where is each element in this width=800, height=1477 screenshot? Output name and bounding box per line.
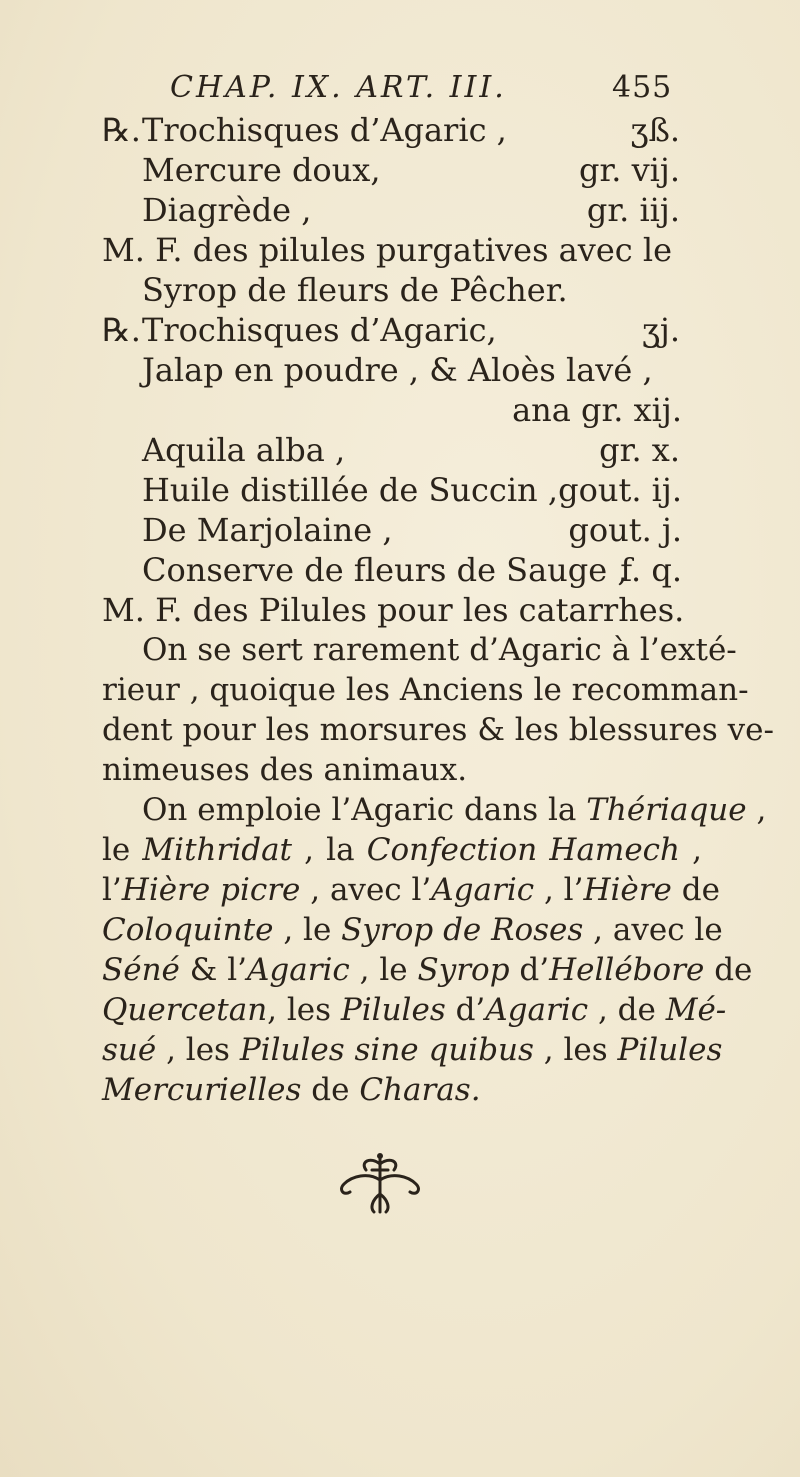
recipe-symbol: ℞. bbox=[102, 111, 141, 149]
ingredient-quantity: ʒß. bbox=[630, 111, 680, 149]
ingredient-quantity: gr. x. bbox=[599, 431, 680, 469]
paragraph-line: dent pour les morsures & les blessures ve- bbox=[102, 712, 774, 748]
recipe-instruction: Syrop de fleurs de Pêcher. bbox=[142, 271, 568, 309]
ingredient-name: Conserve de fleurs de Sauge , bbox=[142, 551, 628, 589]
paragraph-line: Quercetan, les Pilules d’Agaric , de Mé- bbox=[102, 992, 727, 1028]
paragraph-line: nimeuses des animaux. bbox=[102, 752, 468, 788]
ingredient-name: Aquila alba , bbox=[142, 431, 346, 469]
paragraph-line: On emploie l’Agaric dans la Thériaque , bbox=[142, 792, 767, 828]
paragraph-line: On se sert rarement d’Agaric à l’exté- bbox=[142, 632, 737, 668]
ingredient-quantity: ana gr. xij. bbox=[512, 391, 682, 429]
fleuron-ornament-icon bbox=[330, 1150, 430, 1220]
ingredient-quantity: gout. ij. bbox=[558, 471, 682, 509]
ingredient-name: Diagrède , bbox=[142, 191, 312, 229]
paragraph-line: sué , les Pilules sine quibus , les Pilules bbox=[102, 1032, 723, 1068]
ingredient-name: Trochisques d’Agaric, bbox=[142, 311, 497, 349]
paragraph-line: rieur , quoique les Anciens le recomman- bbox=[102, 672, 749, 708]
ingredient-quantity: gr. vij. bbox=[578, 151, 680, 189]
ingredient-quantity: f. q. bbox=[620, 551, 682, 589]
paragraph-line: Coloquinte , le Syrop de Roses , avec le bbox=[102, 912, 723, 948]
paragraph-line: Séné & l’Agaric , le Syrop d’Hellébore de bbox=[102, 952, 753, 988]
running-head: CHAP. IX. ART. III. bbox=[170, 70, 507, 105]
paragraph-line: l’Hière picre , avec l’Agaric , l’Hière de bbox=[102, 872, 720, 908]
ingredient-quantity: gr. iij. bbox=[586, 191, 680, 229]
page-number: 455 bbox=[612, 70, 673, 105]
ingredient-name: Mercure doux, bbox=[142, 151, 381, 189]
ingredient-name: Huile distillée de Succin , bbox=[142, 471, 558, 509]
paragraph-line: le Mithridat , la Confection Hamech , bbox=[102, 832, 703, 868]
ingredient-name: Jalap en poudre , & Aloès lavé , bbox=[142, 351, 653, 389]
ingredient-name: De Marjolaine , bbox=[142, 511, 393, 549]
ingredient-quantity: ʒj. bbox=[641, 311, 680, 349]
recipe-instruction: M. F. des Pilules pour les catarrhes. bbox=[102, 591, 685, 629]
ingredient-name: Trochisques d’Agaric , bbox=[142, 111, 507, 149]
recipe-symbol: ℞. bbox=[102, 311, 141, 349]
recipe-instruction: M. F. des pilules purgatives avec le bbox=[102, 231, 673, 269]
paragraph-line: Mercurielles de Charas. bbox=[102, 1072, 481, 1108]
ingredient-quantity: gout. j. bbox=[568, 511, 682, 549]
